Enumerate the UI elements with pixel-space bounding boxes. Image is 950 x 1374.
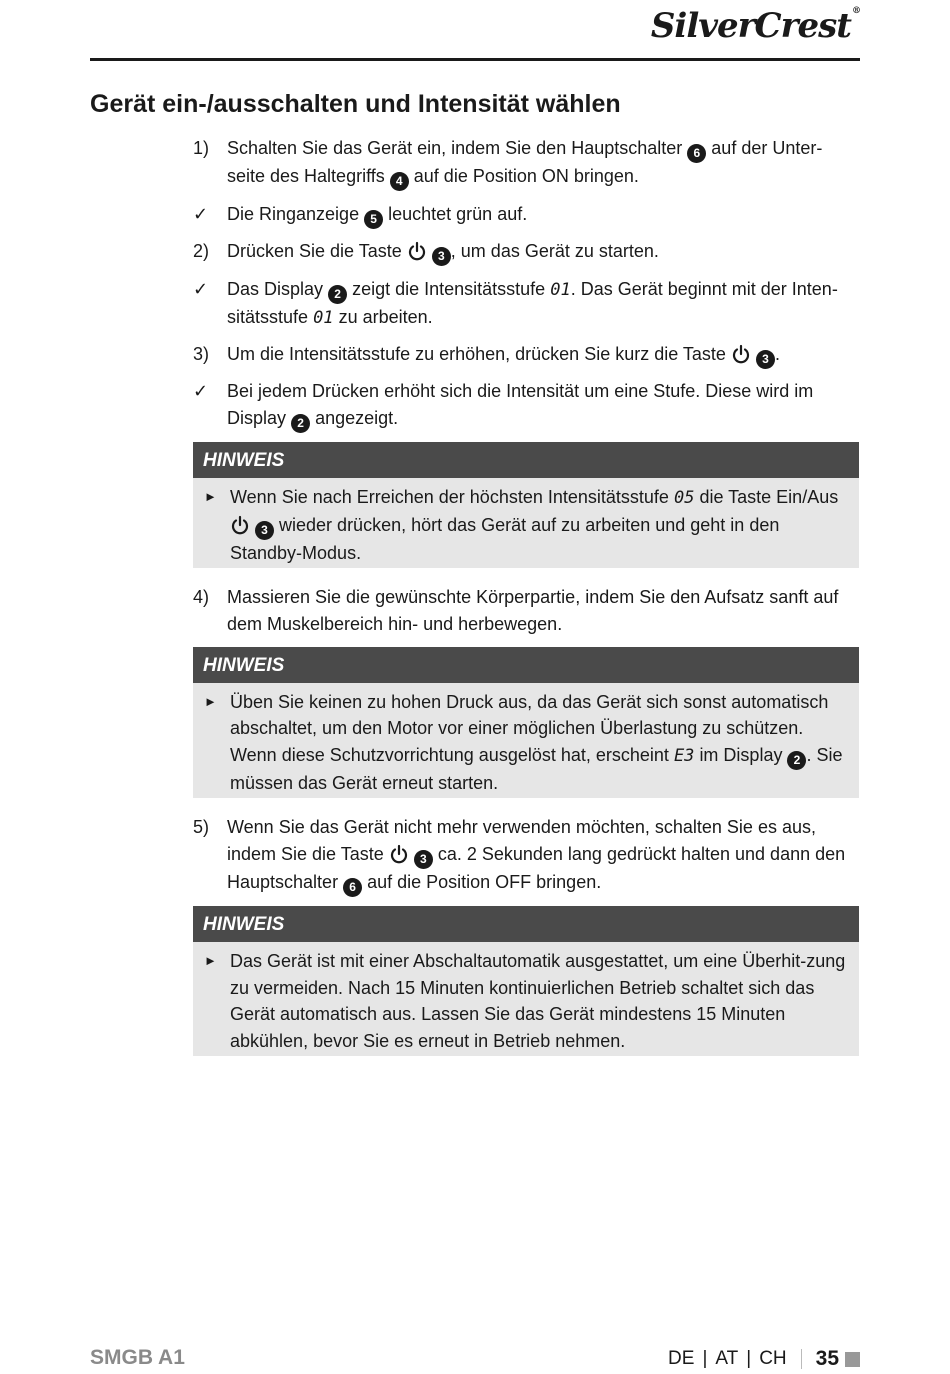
model-number: SMGB A1 xyxy=(90,1346,185,1369)
circled-number-icon: 2 xyxy=(787,751,806,770)
circled-number-icon: 4 xyxy=(390,172,409,191)
power-icon xyxy=(230,515,250,535)
circled-number-icon: 6 xyxy=(687,144,706,163)
note-box-2 xyxy=(193,647,859,799)
circled-number-icon: 2 xyxy=(328,285,347,304)
result-2: ✓ Das Display 2 zeigt die Intensitätsstufe 01. Das Gerät beginnt mit der Inten-sitätsstufe 01 zu arbeiten. xyxy=(193,278,838,328)
display-readout: 01 xyxy=(313,307,334,328)
circled-number-icon: 5 xyxy=(364,210,383,229)
note-text: ► Das Gerät ist mit einer Abschaltautomatik ausgestattet, um eine Überhit-zung zu vermeiden. Nach 15 Minuten kontinuierlichen Betrieb schaltet sich das Gerät automatisch aus. Lassen Sie das Gerät mindestens 15 Minuten abkühlen, bevor Sie es erneut in Betrieb nehmen. xyxy=(193,942,859,1056)
result-3: ✓ Bei jedem Drücken erhöht sich die Intensität um eine Stufe. Diese wird im Display 2 angezeigt. xyxy=(193,378,859,433)
circled-number-icon: 2 xyxy=(291,414,310,433)
step-3: 3) Um die Intensitätsstufe zu erhöhen, drücken Sie kurz die Taste 3 . xyxy=(193,341,859,369)
page-footer: DE | AT | CH 35 xyxy=(668,1347,860,1371)
instructions xyxy=(193,135,859,1072)
step-1: 1) Schalten Sie das Gerät ein, indem Sie den Hauptschalter 6 auf der Unter-seite des Haltegriffs 4 auf die Position ON bringen. xyxy=(193,135,859,191)
circled-number-icon: 3 xyxy=(414,850,433,869)
step-2: 2) Drücken Sie die Taste 3 , um das Gerät zu starten. xyxy=(193,238,859,266)
arrow-icon: ► xyxy=(204,489,217,504)
step-5: 5) Wenn Sie das Gerät nicht mehr verwenden möchten, schalten Sie es aus, indem Sie die Taste 3 ca. 2 Sekunden lang gedrückt halten und dann den Hauptschalter 6 auf die Position OFF bringen. xyxy=(193,814,859,897)
display-readout: E3 xyxy=(673,745,695,766)
brand-logo: SilverCrest® xyxy=(650,6,860,46)
lang-ch: CH xyxy=(759,1348,787,1369)
arrow-icon: ► xyxy=(204,693,217,709)
note-text: ► Wenn Sie nach Erreichen der höchsten Intensitätsstufe 05 die Taste Ein/Aus 3 wieder drücken, hört das Gerät auf zu arbeiten und geht in den Standby-Modus. xyxy=(193,478,859,568)
page-marker-square xyxy=(845,1352,860,1367)
display-readout: 05 xyxy=(673,488,695,508)
circled-number-icon: 3 xyxy=(756,350,775,369)
display-readout: 01 xyxy=(550,279,571,300)
lang-at: AT xyxy=(715,1348,739,1369)
power-icon xyxy=(389,844,409,864)
header-rule xyxy=(90,58,860,61)
lang-de: DE xyxy=(668,1348,695,1369)
circled-number-icon: 3 xyxy=(432,247,451,266)
section-title: Gerät ein-/ausschalten und Intensität wählen xyxy=(90,90,621,118)
note-heading: HINWEIS xyxy=(193,442,859,478)
arrow-icon: ► xyxy=(204,953,217,968)
note-heading: HINWEIS xyxy=(193,647,859,683)
power-icon xyxy=(407,241,427,261)
power-icon xyxy=(731,344,751,364)
footer-divider xyxy=(801,1349,802,1369)
note-box-3 xyxy=(193,906,859,1056)
result-1: ✓ Die Ringanzeige 5 leuchtet grün auf. xyxy=(193,201,859,229)
note-text: ► Üben Sie keinen zu hohen Druck aus, da das Gerät sich sonst automatisch abschaltet, um den Motor vor einer möglichen Überlastung zu schützen. Wenn diese Schutzvorrichtung ausgelöst hat, erscheint E3 im Display 2 . Sie müssen das Gerät erneut starten. xyxy=(193,683,859,799)
circled-number-icon: 3 xyxy=(255,521,274,540)
page-number: 35 xyxy=(815,1347,839,1370)
note-box-1 xyxy=(193,442,859,568)
note-heading: HINWEIS xyxy=(193,906,859,942)
circled-number-icon: 6 xyxy=(343,878,362,897)
step-4: 4) Massieren Sie die gewünschte Körperpartie, indem Sie den Aufsatz sanft auf dem Muskelbereich hin- und herbewegen. xyxy=(193,587,839,634)
